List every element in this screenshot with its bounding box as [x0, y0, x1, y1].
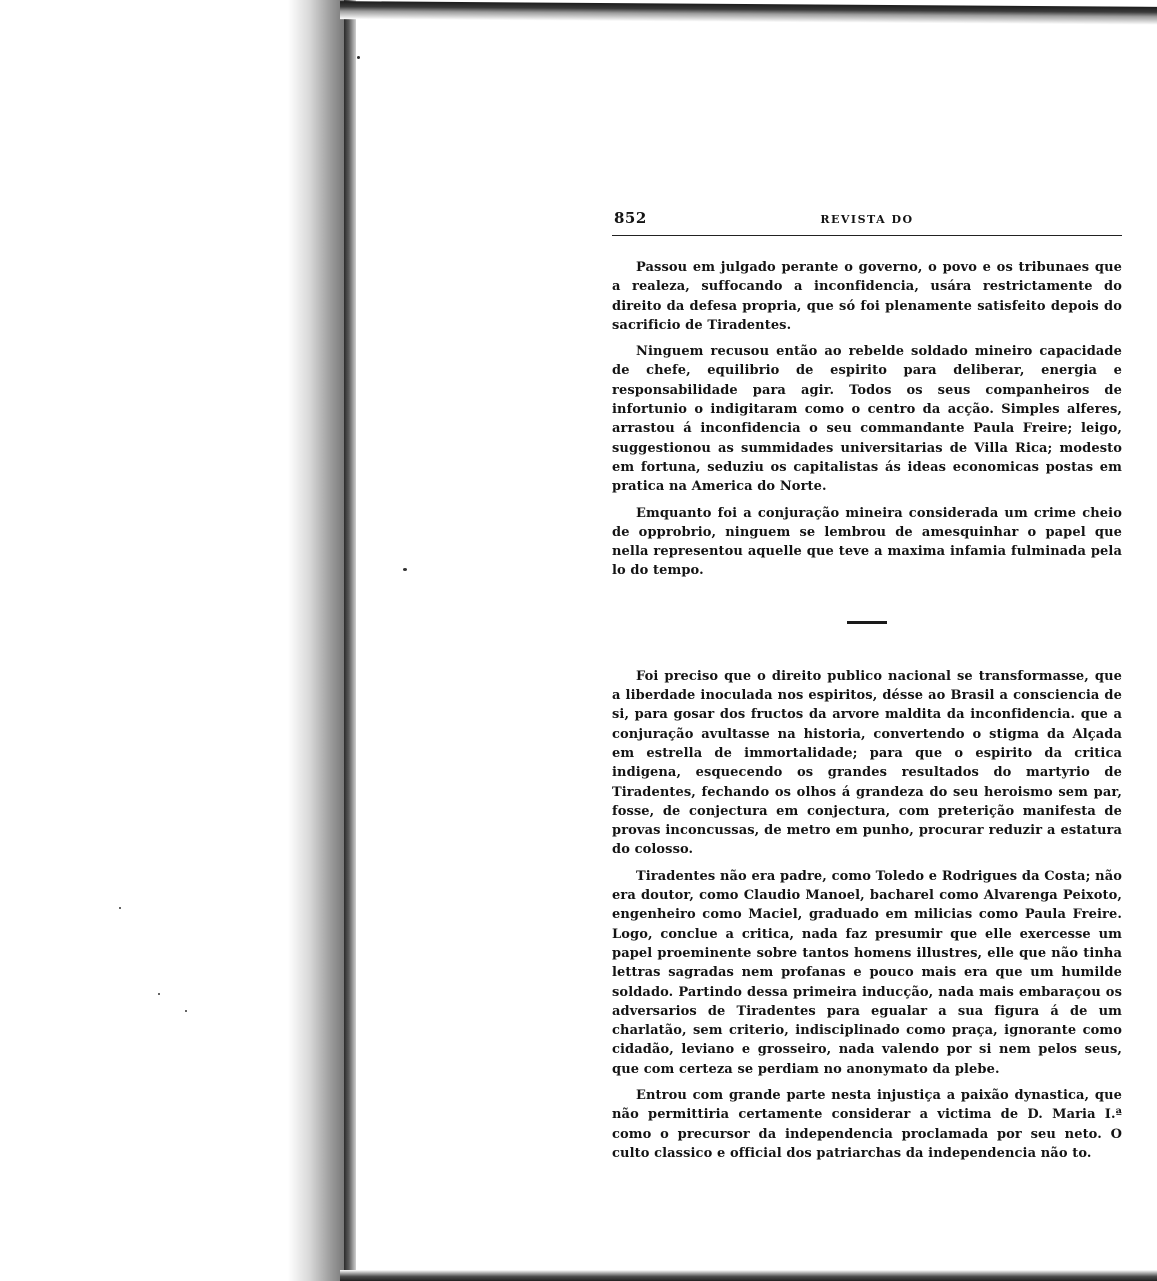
- book-gutter: [344, 0, 356, 1281]
- scan-speck: [119, 907, 121, 909]
- running-head: [612, 205, 1122, 236]
- paragraph: Emquanto foi a conjuração mineira considerada um crime cheio de opprobrio, ninguem se lembrou de amesquinhar o papel que nella representou aquelle que teve a maxima infamia fulminada pela lo do tempo.: [612, 505, 1122, 579]
- page-top-edge: [340, 1, 1157, 25]
- book-page: [612, 205, 1122, 1163]
- scan-speck: [158, 993, 160, 995]
- paragraph: Foi preciso que o direito publico nacional se transformasse, que a liberdade inoculada nos espiritos, désse ao Brasil a consciencia de si, para gosar dos fructos da arvore maldita da inconfidencia. que a conjuração avultasse na historia, convertendo o stigma da Alçada em estrella de immortalidade; para que o espirito da critica indigena, esquecendo os grandes resultados do martyrio de Tiradentes, fechando os olhos á grandeza do seu heroismo sem par, fosse, de conjectura em conjectura, com preterição manifesta de provas inconcussas, de metro em punho, procurar reduzir a estatura do colosso.: [612, 668, 1122, 858]
- body-text: [612, 258, 1122, 1163]
- paragraph: Passou em julgado perante o governo, o povo e os tribunaes que a realeza, suffocando a inconfidencia, usára restrictamente do direito da defesa propria, que só foi plenamente satisfeito depois do sacrificio de Tiradentes.: [612, 260, 1122, 333]
- paragraph: Tiradentes não era padre, como Toledo e Rodrigues da Costa; não era doutor, como Claudio Manoel, bacharel como Alvarenga Peixoto, engenheiro como Maciel, graduado em milicias como Paula Freire. Logo, conclue a critica, nada faz presumir que elle exercesse um papel proeminente sobre tantos homens illustres, elle que não tinha lettras sagradas nem profanas e pouco mais era que um humilde soldado. Partindo dessa primeira inducção, nada mais embaraçou os adversarios de Tiradentes para egualar a sua figura á de um charlatão, sem criterio, indisciplinado como praça, ignorante como cidadão, leviano e grosseiro, nada valendo por si nem pelos seus, que com certeza se perdiam no anonymato da plebe.: [612, 868, 1122, 1077]
- paragraph: Entrou com grande parte nesta injustiça a paixão dynastica, que não permittiria certamente considerar a victima de D. Maria I.ª como o precursor da independencia proclamada por seu neto. O culto classico e official dos patriarchas da independencia não to.: [612, 1087, 1122, 1161]
- section-divider: [847, 621, 887, 624]
- scan-speck: [357, 56, 360, 59]
- page-bottom-edge: [340, 1270, 1157, 1281]
- paragraph: Ninguem recusou então ao rebelde soldado mineiro capacidade de chefe, equilibrio de espirito para deliberar, energia e responsabilidade para agir. Todos os seus companheiros de infortunio o indigitaram como o centro da acção. Simples alferes, arrastou á inconfidencia o seu commandante Paula Freire; leigo, suggestionou as summidades universitarias de Villa Rica; modesto em fortuna, seduziu os capitalistas ás ideas economicas postas em pratica na America do Norte.: [612, 344, 1122, 495]
- running-title: REVISTA DO: [820, 213, 914, 226]
- scan-speck: [403, 568, 407, 571]
- scan-speck: [185, 1010, 187, 1012]
- facing-page-shadow: [288, 0, 350, 1281]
- page-number: 852: [614, 209, 647, 227]
